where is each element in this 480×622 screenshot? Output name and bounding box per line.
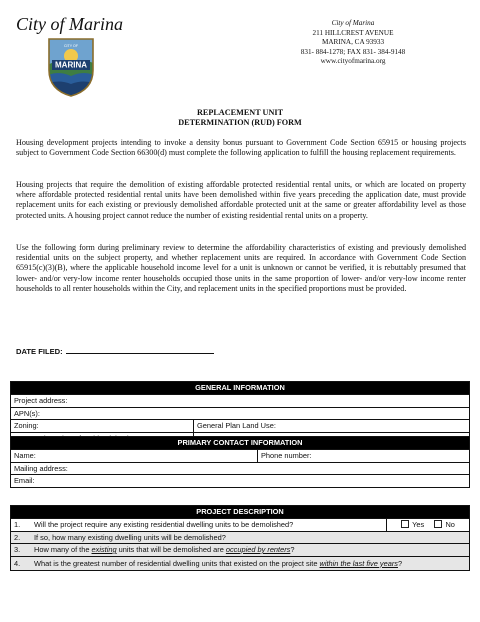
question-3-text-e: ? bbox=[290, 545, 295, 554]
mailing-address-field[interactable]: Mailing address: bbox=[11, 462, 470, 475]
apn-field[interactable]: APN(s): bbox=[11, 407, 470, 420]
usage-paragraph: Use the following form during preliminary review to determine the affordability characteristics of existing and previously demolished residential units on the subject property, and whether replacement units are required. In accordance with Government Code Section 65915(c)(3)(B), where the applicable household income level for a unit is unknown or cannot be verified, it is rebuttably presumed that lower- and/or very-low income renter households occupied those units in the same proportion of lower- and/or very-low income renter households to all renter households within the City, and replacement units in the specified proportions must be provided. bbox=[16, 243, 466, 293]
address-city: MARINA, CA 93933 bbox=[321, 38, 385, 47]
form-title bbox=[0, 108, 480, 128]
question-4-emphasis-years: within the last five years bbox=[319, 558, 398, 568]
question-4-number: 4. bbox=[14, 558, 21, 568]
question-4-text-c: ? bbox=[397, 558, 403, 568]
logo-small-text: CITY OF bbox=[63, 44, 79, 48]
date-filed bbox=[16, 346, 214, 356]
intro-paragraph: Housing development projects intending to invoke a density bonus pursuant to Government Code Section 65915 or housing projects subject to Government Code Section 66300(d) must complete the following application to fulfill the housing replacement requirements. bbox=[16, 138, 466, 158]
zoning-field[interactable]: Zoning: bbox=[11, 420, 194, 433]
question-3[interactable] bbox=[11, 544, 470, 557]
address-phone: 831- 884-1278; FAX 831- 384-9148 bbox=[300, 47, 406, 56]
primary-contact-header: PRIMARY CONTACT INFORMATION bbox=[11, 437, 470, 450]
no-checkbox[interactable] bbox=[434, 520, 442, 528]
no-label: No bbox=[445, 520, 455, 529]
date-filed-field[interactable] bbox=[66, 346, 214, 354]
yes-label: Yes bbox=[412, 520, 425, 529]
question-3-emphasis-existing: existing bbox=[91, 545, 117, 554]
general-information-header: GENERAL INFORMATION bbox=[11, 382, 470, 395]
city-seal-logo bbox=[46, 36, 96, 98]
question-2-number: 2. bbox=[14, 532, 21, 542]
form-title-line2: DETERMINATION (RUD) FORM bbox=[178, 118, 302, 127]
general-plan-land-use-field[interactable]: General Plan Land Use: bbox=[194, 420, 470, 433]
city-title: City of Marina bbox=[16, 14, 123, 34]
logo-text: MARINA bbox=[55, 60, 87, 70]
question-1-answer bbox=[387, 519, 470, 532]
primary-contact-table bbox=[10, 436, 470, 488]
project-address-field[interactable]: Project address: bbox=[11, 395, 470, 408]
question-4-text-a: What is the greatest number of residential dwelling units that existed on the project site bbox=[34, 558, 320, 568]
question-3-number: 3. bbox=[14, 545, 21, 554]
question-3-text-c: units that will be demolished are bbox=[116, 545, 226, 554]
question-2-text: If so, how many existing dwelling units will be demolished? bbox=[34, 532, 226, 542]
contact-phone-field[interactable]: Phone number: bbox=[258, 450, 470, 463]
project-description-table bbox=[10, 505, 470, 571]
address-street: 211 HILLCREST AVENUE bbox=[312, 28, 394, 37]
form-title-line1: REPLACEMENT UNIT bbox=[196, 108, 284, 117]
address-block bbox=[273, 19, 433, 67]
contact-name-field[interactable]: Name: bbox=[11, 450, 258, 463]
demolition-paragraph: Housing projects that require the demolition of existing affordable protected residential rental units, or which are located on property where affordable protected residential rental units have been demolished within five years preceding the application date, must provide replacement units for each existing or previously demolished affordable protected unit at the same or greater affordability level as those protected units. A housing project cannot reduce the number of existing residential rental units on a property. bbox=[16, 180, 466, 220]
question-1-text: Will the project require any existing residential dwelling units to be demolished? bbox=[34, 520, 294, 529]
project-description-header: PROJECT DESCRIPTION bbox=[11, 506, 470, 519]
question-2[interactable] bbox=[11, 531, 470, 544]
question-1 bbox=[11, 519, 387, 532]
email-field[interactable]: Email: bbox=[11, 475, 470, 488]
date-filed-label: DATE FILED: bbox=[16, 347, 63, 356]
question-1-number: 1. bbox=[14, 520, 21, 529]
question-3-emphasis-renters: occupied by renters bbox=[225, 545, 291, 554]
yes-checkbox[interactable] bbox=[401, 520, 409, 528]
address-name: City of Marina bbox=[331, 19, 375, 27]
question-3-text-a: How many of the bbox=[34, 545, 92, 554]
address-web[interactable]: www.cityofmarina.org bbox=[320, 57, 386, 66]
question-4[interactable] bbox=[11, 556, 470, 570]
